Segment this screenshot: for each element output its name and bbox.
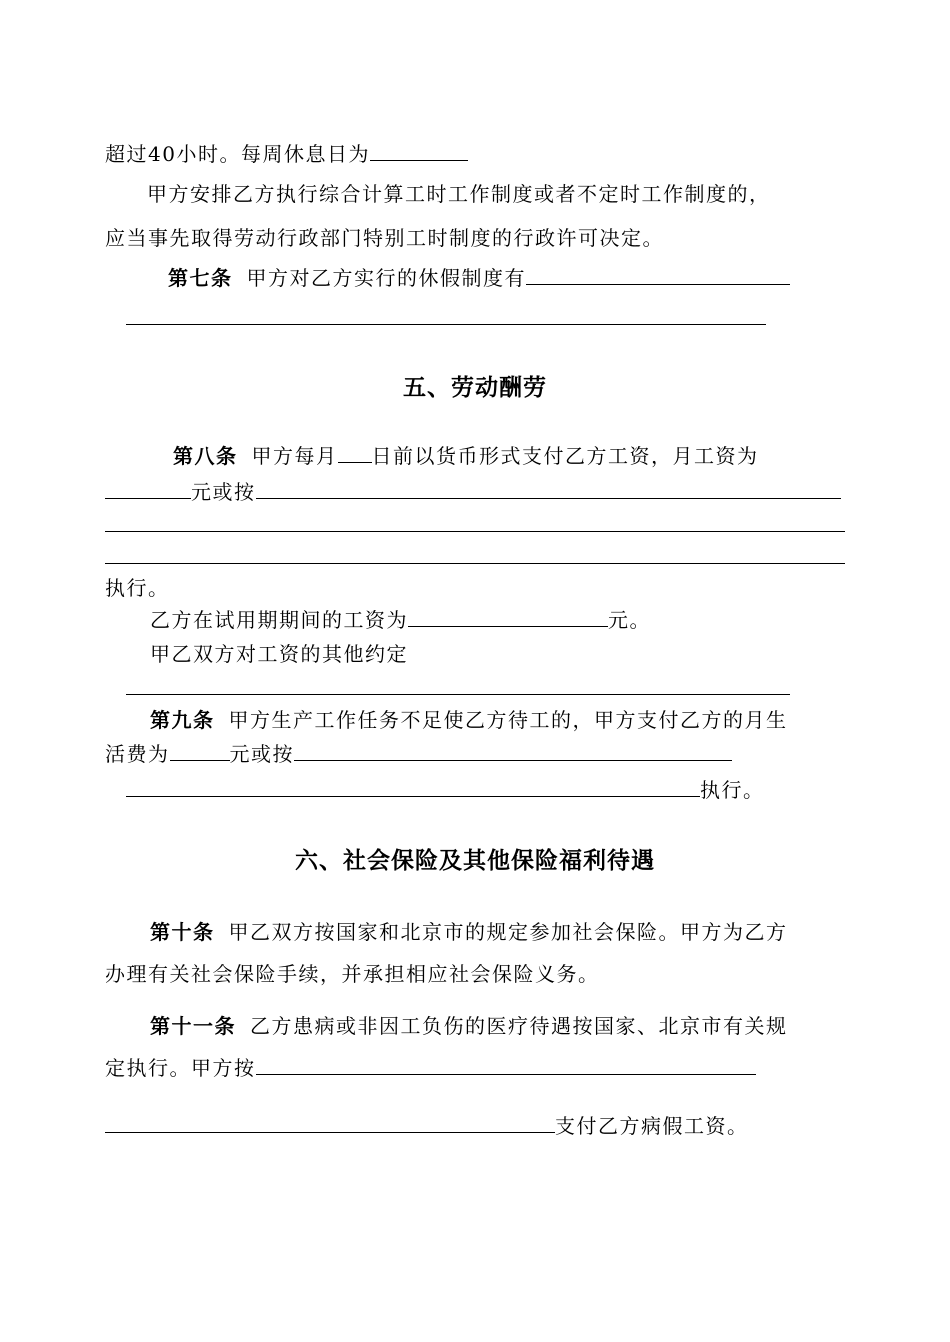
fill-blank-rest-day[interactable] [370,140,468,161]
text-segment: 元或按 [229,742,294,766]
fill-blank-monthly-wage[interactable] [105,478,191,499]
article-label: 第七条 [168,266,233,290]
article-text: 乙方患病或非因工负伤的医疗待遇按国家、北京市有关规 [250,1014,788,1038]
fill-blank-probation-wage[interactable] [408,606,608,627]
section-heading: 五、劳动酬劳 [403,375,547,401]
article-text: 甲方对乙方实行的休假制度有 [246,266,526,290]
text-line: 应当事先取得劳动行政部门特别工时制度的行政许可决定。 [105,226,664,250]
text-line: 甲方安排乙方执行综合计算工时工作制度或者不定时工作制度的， [147,182,771,206]
text-line [105,1054,756,1082]
text-segment: 元。 [608,608,651,632]
text-line [105,1112,749,1140]
text-line [105,478,841,506]
fill-blank-pay-day[interactable] [338,442,372,463]
article-7 [168,264,790,292]
fill-blank-living-fee[interactable] [170,740,230,761]
text-segment: 执行。 [700,778,765,802]
text-segment: 乙方在试用期期间的工资为 [150,608,408,632]
article-text: 日前以货币形式支付乙方工资，月工资为 [371,444,759,468]
article-text: 甲方生产工作任务不足使乙方待工的，甲方支付乙方的月生 [228,708,788,732]
text-line [105,740,732,768]
text-segment: 活费为 [105,742,170,766]
article-11 [150,1012,788,1040]
text-segment: 超过40小时。每周休息日为 [105,142,370,166]
article-label: 第十条 [150,920,215,944]
text-line [105,140,468,168]
fill-blank-leave-system[interactable] [526,264,790,285]
fill-blank-sick-pay-method[interactable] [256,1054,756,1075]
fill-line[interactable] [105,1112,555,1133]
text-line [150,606,651,634]
article-text: 甲乙双方按国家和北京市的规定参加社会保险。甲方为乙方 [228,920,788,944]
text-segment: 元或按 [191,480,256,504]
article-label: 第十一条 [150,1014,236,1038]
fill-line[interactable] [105,531,845,532]
text-line: 办理有关社会保险手续，并承担相应社会保险义务。 [105,962,600,986]
fill-line[interactable] [126,694,790,695]
text-line [126,776,765,804]
fill-line[interactable] [105,563,845,564]
section-heading: 六、社会保险及其他保险福利待遇 [295,848,655,874]
text-line: 甲乙双方对工资的其他约定 [150,642,408,666]
article-label: 第八条 [173,444,238,468]
article-text: 甲方每月 [251,444,338,468]
article-9 [150,706,788,734]
fill-blank-wage-method[interactable] [256,478,841,499]
fill-line[interactable] [126,776,700,797]
fill-blank-living-fee-method[interactable] [294,740,732,761]
text-segment: 支付乙方病假工资。 [555,1114,749,1138]
fill-line[interactable] [126,324,766,325]
article-10 [150,918,788,946]
article-8 [173,442,759,470]
text-segment: 定执行。甲方按 [105,1056,256,1080]
article-label: 第九条 [150,708,215,732]
text-line: 执行。 [105,576,170,600]
